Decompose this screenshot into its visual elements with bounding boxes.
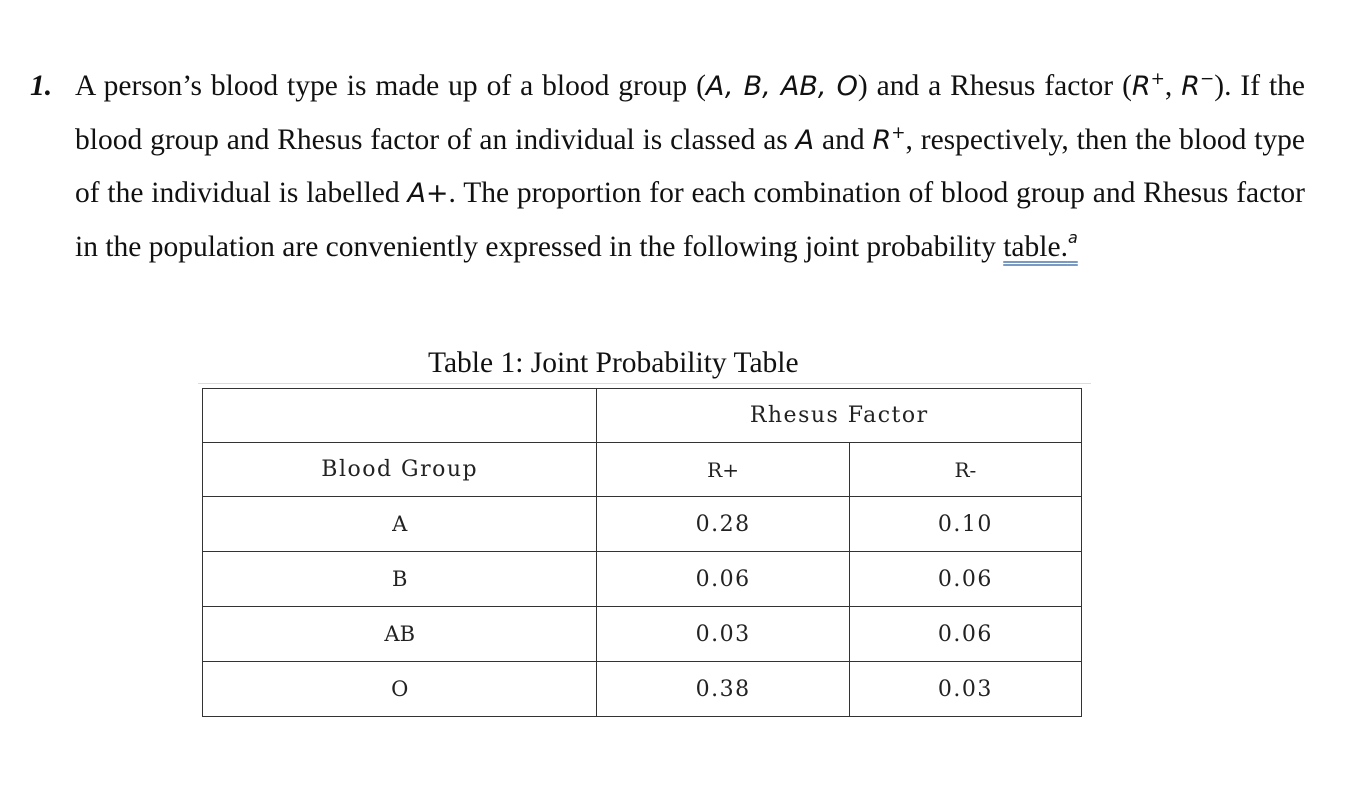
label-a-plus-math: A+ [407, 178, 449, 209]
group-cell: A [203, 497, 597, 552]
intro-text: A person’s blood type is made up of a blood group ( [75, 70, 706, 102]
blood-groups-math: A, B, AB, O [705, 71, 858, 102]
group-cell: B [203, 552, 597, 607]
r-minus-cell: 0.10 [849, 497, 1081, 552]
empty-corner-cell [203, 389, 597, 443]
r-minus-cell: 0.03 [849, 662, 1081, 717]
blood-group-header: Blood Group [203, 443, 597, 497]
comma-text: , [1164, 70, 1182, 102]
rest-text: . The proportion for each combination of blood group and Rhesus factor in the population are conveniently expressed in the following joint probability [75, 177, 1305, 263]
r-plus-cell: 0.28 [597, 497, 849, 552]
group-a-math: A [795, 124, 815, 156]
table-header-row [203, 389, 1082, 443]
r-minus-cell: 0.06 [849, 607, 1081, 662]
table-row [203, 552, 1082, 607]
r-plus-cell: 0.03 [597, 607, 849, 662]
r-minus-math: R− [1181, 69, 1215, 102]
r-plus-cell: 0.06 [597, 552, 849, 607]
footnote-link[interactable]: table.$^a$ [1003, 227, 1078, 263]
group-cell: AB [203, 607, 597, 662]
mid-text-2: ). If the blood group and Rhesus factor of an individual is classed as [75, 70, 1306, 156]
mid-text-1: ) and a Rhesus factor ( [857, 70, 1132, 102]
r-minus-header: R- [849, 443, 1081, 497]
question-text [75, 60, 1305, 274]
mid-text-3: , respectively, then the blood type of the individual is labelled [75, 123, 1306, 209]
table-row [203, 607, 1082, 662]
caption-divider [198, 383, 1091, 384]
r-minus-cell: 0.06 [849, 552, 1081, 607]
question-number: 1. [30, 70, 53, 102]
r-plus-header: R+ [597, 443, 849, 497]
and-text: and [814, 123, 873, 156]
question-1 [30, 60, 1305, 274]
table-row [203, 662, 1082, 717]
group-cell: O [203, 662, 597, 717]
r-plus-math-2: R+ [872, 122, 906, 156]
r-plus-math: R+ [1131, 69, 1165, 102]
footnote-mark[interactable]: a [1067, 227, 1078, 247]
r-plus-cell: 0.38 [597, 662, 849, 717]
table-subheader-row [203, 443, 1082, 497]
rhesus-factor-header: Rhesus Factor [597, 389, 1082, 443]
table-caption: Table 1: Joint Probability Table [428, 347, 799, 379]
table-row [203, 497, 1082, 552]
joint-probability-table [202, 388, 1082, 717]
